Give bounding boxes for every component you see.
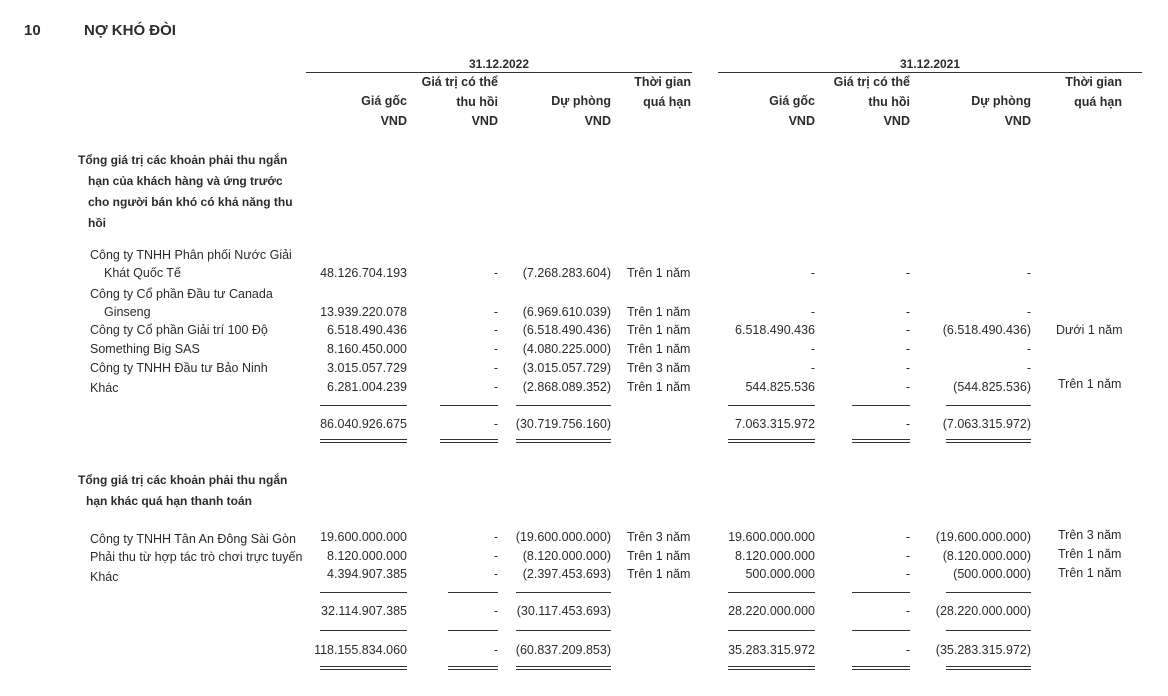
cell-overdue-2021: Trên 1 năm [1058,566,1122,580]
cell-recoverable-2022: - [493,361,498,375]
cell-overdue-2022: Trên 1 năm [627,323,691,337]
grand-total-cost-2021: 35.283.315.972 [728,643,815,657]
cell-cost-2022: 8.120.000.000 [327,549,407,563]
cell-overdue-2021: Trên 1 năm [1058,377,1122,391]
col-overdue-2021: Thời gian quá hạn [1065,75,1122,109]
row-name: Công ty Cổ phần Giải trí 100 Độ [90,323,268,337]
cell-provision-2021: (500.000.000) [953,567,1031,581]
cell-recoverable-2021: - [905,305,910,319]
subtotal-rule [448,630,498,631]
cell-recoverable-2022: - [493,323,498,337]
section-number: 10 [24,22,41,39]
cell-recoverable-2022: - [493,530,498,544]
group1-title: Tổng giá trị các khoản phải thu ngắn hạn của khách hàng và ứng trước cho người bán khó có khả năng thu hồi [78,153,293,230]
cell-cost-2021: 8.120.000.000 [735,549,815,563]
cell-cost-2022: 48.126.704.193 [320,266,407,280]
cell-cost-2022: 19.600.000.000 [320,530,407,544]
total-double-rule [728,439,815,443]
cell-provision-2021: (8.120.000.000) [942,549,1031,563]
cell-provision-2022: (4.080.225.000) [522,342,611,356]
subtotal-rule [516,592,611,593]
cell-overdue-2022: Trên 1 năm [627,342,691,356]
row-name-cont: Ginseng [104,305,151,319]
cell-provision-2022: (2.397.453.693) [522,567,611,581]
total-provision-2021: (28.220.000.000) [935,604,1031,618]
row-name: Công ty TNHH Đầu tư Bảo Ninh [90,361,268,375]
grand-total-double-rule [320,666,407,670]
cell-overdue-2022: Trên 3 năm [627,361,691,375]
cell-cost-2022: 6.281.004.239 [327,380,407,394]
total-double-rule [440,439,498,443]
subtotal-rule [728,592,815,593]
cell-provision-2022: (7.268.283.604) [522,266,611,280]
cell-provision-2021: (544.825.536) [953,380,1031,394]
total-recoverable-2021: - [905,604,910,618]
grand-total-double-rule [852,666,910,670]
cell-provision-2022: (19.600.000.000) [515,530,611,544]
cell-provision-2021: - [1026,305,1031,319]
row-name: Phải thu từ hợp tác trò chơi trực tuyến [90,550,303,564]
cell-provision-2022: (6.518.490.436) [522,323,611,337]
period-2021: 31.12.2021 [899,57,961,71]
cell-overdue-2021: Dưới 1 năm [1056,323,1123,337]
grand-total-double-rule [516,666,611,670]
cell-recoverable-2021: - [905,323,910,337]
row-name: Công ty Cổ phần Đầu tư Canada [90,287,273,301]
cell-cost-2021: 6.518.490.436 [735,323,815,337]
cell-overdue-2022: Trên 1 năm [627,380,691,394]
cell-provision-2021: - [1026,266,1031,280]
period-2022: 31.12.2022 [468,57,530,71]
subtotal-rule [852,592,910,593]
subtotal-rule [946,630,1031,631]
subtotal-rule [320,630,407,631]
total-cost-2022: 32.114.907.385 [321,604,407,618]
total-recoverable-2021: - [905,417,910,431]
total-double-rule [852,439,910,443]
total-cost-2022: 86.040.926.675 [320,417,407,431]
cell-cost-2021: - [810,305,815,319]
col-provision-2022: Dự phòng VND [551,94,611,128]
grand-total-double-rule [448,666,498,670]
cell-overdue-2021: Trên 1 năm [1058,547,1122,561]
section-title: NỢ KHÓ ĐÒI [84,22,176,39]
total-double-rule [946,439,1031,443]
cell-cost-2021: 544.825.536 [745,380,815,394]
row-name: Khác [90,570,119,584]
cell-recoverable-2021: - [905,361,910,375]
cell-provision-2022: (8.120.000.000) [522,549,611,563]
cell-recoverable-2021: - [905,266,910,280]
col-overdue-2022: Thời gian quá hạn [634,75,691,109]
subtotal-rule [946,405,1031,406]
cell-recoverable-2022: - [493,305,498,319]
cell-recoverable-2021: - [905,530,910,544]
grand-total-cost-2022: 118.155.834.060 [314,643,407,657]
col-recoverable-2022: Giá trị có thể thu hồi VND [421,75,498,128]
cell-recoverable-2021: - [905,380,910,394]
col-cost-2022: Giá gốc VND [361,94,407,128]
col-provision-2021: Dự phòng VND [971,94,1031,128]
subtotal-rule [320,405,407,406]
cell-recoverable-2022: - [493,342,498,356]
subtotal-rule [516,630,611,631]
cell-overdue-2022: Trên 1 năm [627,549,691,563]
cell-overdue-2021: Trên 3 năm [1058,528,1122,542]
cell-overdue-2022: Trên 3 năm [627,530,691,544]
subtotal-rule [448,592,498,593]
subtotal-rule [852,630,910,631]
total-double-rule [320,439,407,443]
row-name: Something Big SAS [90,342,200,356]
cell-cost-2022: 4.394.907.385 [327,567,407,581]
total-recoverable-2022: - [493,417,498,431]
grand-total-double-rule [946,666,1031,670]
total-cost-2021: 28.220.000.000 [728,604,815,618]
cell-cost-2022: 6.518.490.436 [327,323,407,337]
cell-cost-2021: - [810,361,815,375]
total-cost-2021: 7.063.315.972 [735,417,815,431]
cell-cost-2021: - [810,266,815,280]
subtotal-rule [946,592,1031,593]
cell-cost-2021: 19.600.000.000 [728,530,815,544]
group2-title: Tổng giá trị các khoản phải thu ngắn hạn khác quá hạn thanh toán [78,473,288,508]
cell-cost-2021: - [810,342,815,356]
subtotal-rule [728,405,815,406]
row-name: Công ty TNHH Phân phối Nước Giải [90,248,292,262]
col-recoverable-2021: Giá trị có thể thu hồi VND [833,75,910,128]
total-double-rule [516,439,611,443]
total-recoverable-2022: - [493,604,498,618]
cell-provision-2021: (6.518.490.436) [942,323,1031,337]
cell-overdue-2022: Trên 1 năm [627,305,691,319]
cell-recoverable-2022: - [493,380,498,394]
grand-total-provision-2021: (35.283.315.972) [935,643,1031,657]
total-provision-2022: (30.719.756.160) [515,417,611,431]
subtotal-rule [516,405,611,406]
cell-recoverable-2021: - [905,342,910,356]
col-cost-2021: Giá gốc VND [769,94,815,128]
cell-recoverable-2022: - [493,567,498,581]
cell-recoverable-2021: - [905,549,910,563]
cell-cost-2022: 13.939.220.078 [320,305,407,319]
subtotal-rule [852,405,910,406]
subtotal-rule [320,592,407,593]
cell-recoverable-2022: - [493,266,498,280]
cell-recoverable-2021: - [905,567,910,581]
subtotal-rule [728,630,815,631]
grand-total-recoverable-2021: - [905,643,910,657]
cell-cost-2022: 8.160.450.000 [327,342,407,356]
cell-overdue-2022: Trên 1 năm [627,266,691,280]
total-provision-2022: (30.117.453.693) [516,604,611,618]
row-name: Khác [90,381,119,395]
grand-total-double-rule [728,666,815,670]
cell-cost-2022: 3.015.057.729 [327,361,407,375]
cell-provision-2021: (19.600.000.000) [935,530,1031,544]
cell-provision-2021: - [1026,342,1031,356]
cell-provision-2022: (2.868.089.352) [522,380,611,394]
cell-cost-2021: 500.000.000 [745,567,815,581]
row-name-cont: Khát Quốc Tế [104,266,181,280]
cell-provision-2022: (3.015.057.729) [522,361,611,375]
cell-recoverable-2022: - [493,549,498,563]
row-name: Công ty TNHH Tân An Đông Sài Gòn [90,532,296,546]
subtotal-rule [440,405,498,406]
total-provision-2021: (7.063.315.972) [942,417,1031,431]
grand-total-provision-2022: (60.837.209.853) [515,643,611,657]
cell-provision-2021: - [1026,361,1031,375]
grand-total-recoverable-2022: - [493,643,498,657]
cell-provision-2022: (6.969.610.039) [522,305,611,319]
cell-overdue-2022: Trên 1 năm [627,567,691,581]
